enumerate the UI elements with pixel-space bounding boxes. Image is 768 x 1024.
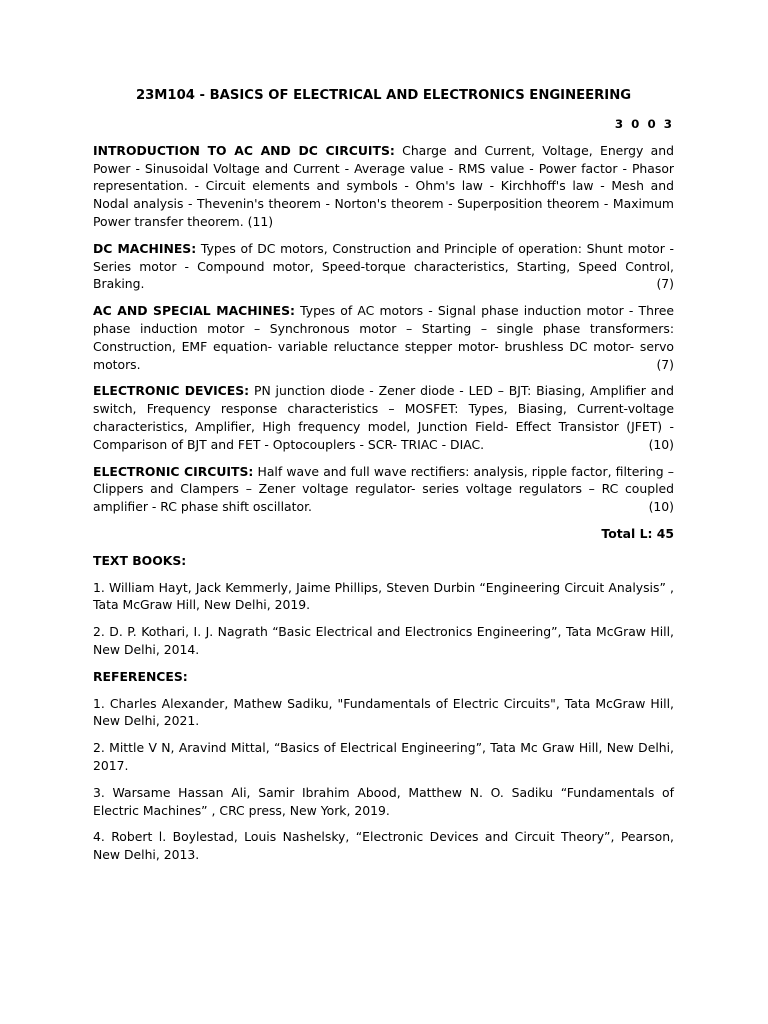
text-books-heading: TEXT BOOKS: [93,552,187,568]
unit-hours: (11) [247,213,274,229]
unit-body: PN junction diode - Zener diode - LED – BJT: Biasing, Amplifier and switch, Frequency response characteristics – MOSFET: Types, Biasing, Current-voltage characteristics, Amplifier, High frequency model, Junction Field- Effect Transistor (JFET) - Comparison of BJT and FET - Optocouplers - SCR- TRIAC - DIAC. [93,383,674,452]
unit-intro-ac-dc [93,142,674,231]
credits-line: 3 0 0 3 [614,117,674,131]
reference-item: 1. Charles Alexander, Mathew Sadiku, "Fundamentals of Electric Circuits", Tata McGraw Hill, New Delhi, 2021. [93,695,674,729]
unit-hours: (10) [648,436,674,452]
unit-heading: ELECTRONIC CIRCUITS: [93,463,254,479]
unit-body: Types of DC motors, Construction and Principle of operation: Shunt motor - Series motor - Compound motor, Speed-torque characteristics, Starting, Speed Control, Braking. [93,240,674,292]
total-hours: Total L: 45 [601,525,674,541]
unit-hours: (10) [648,499,674,515]
reference-item: 3. Warsame Hassan Ali, Samir Ibrahim Abood, Matthew N. O. Sadiku “Fundamentals of Electric Machines” , CRC press, New York, 2019. [93,784,674,818]
unit-electronic-circuits [93,463,674,516]
unit-electronic-devices [93,382,674,453]
unit-heading: INTRODUCTION TO AC AND DC CIRCUITS: [93,142,395,158]
unit-heading: ELECTRONIC DEVICES: [93,383,250,399]
reference-item: 2. Mittle V N, Aravind Mittal, “Basics of Electrical Engineering”, Tata Mc Graw Hill, New Delhi, 2017. [93,740,674,773]
unit-body: Charge and Current, Voltage, Energy and Power - Sinusoidal Voltage and Current - Average value - RMS value - Power factor - Phasor representation. - Circuit elements and symbols - Ohm's law - Kirchhoff's law - Mesh and Nodal analysis - Thevenin's theorem - Norton's theorem - Superposition theorem - Maximum Power transfer theorem. [93,142,674,229]
text-book-item: 2. D. P. Kothari, I. J. Nagrath “Basic Electrical and Electronics Engineering”, Tata McGraw Hill, New Delhi, 2014. [93,624,674,657]
unit-hours: (7) [656,356,674,372]
unit-ac-special-machines [93,302,674,373]
unit-body: Half wave and full wave rectifiers: analysis, ripple factor, filtering – Clippers and Clampers – Zener voltage regulator- series voltage regulators – RC coupled amplifier - RC phase shift oscillator. [93,463,674,515]
references-heading: REFERENCES: [93,668,188,684]
text-book-item: 1. William Hayt, Jack Kemmerly, Jaime Phillips, Steven Durbin “Engineering Circuit Analysis” , Tata McGraw Hill, New Delhi, 2019. [93,579,674,613]
unit-hours: (7) [656,276,674,292]
reference-item: 4. Robert l. Boylestad, Louis Nashelsky, “Electronic Devices and Circuit Theory”, Pearson, New Delhi, 2013. [93,829,674,863]
unit-heading: AC AND SPECIAL MACHINES: [93,303,295,319]
unit-dc-machines [93,240,674,293]
unit-heading: DC MACHINES: [93,240,197,256]
unit-body: Types of AC motors - Signal phase induction motor - Three phase induction motor – Synchronous motor – Starting – single phase transformers: Construction, EMF equation- variable reluctance stepper motor- brushless DC motor- servo motors. [93,303,674,372]
page-title: 23M104 - BASICS OF ELECTRICAL AND ELECTRONICS ENGINEERING [135,88,632,103]
